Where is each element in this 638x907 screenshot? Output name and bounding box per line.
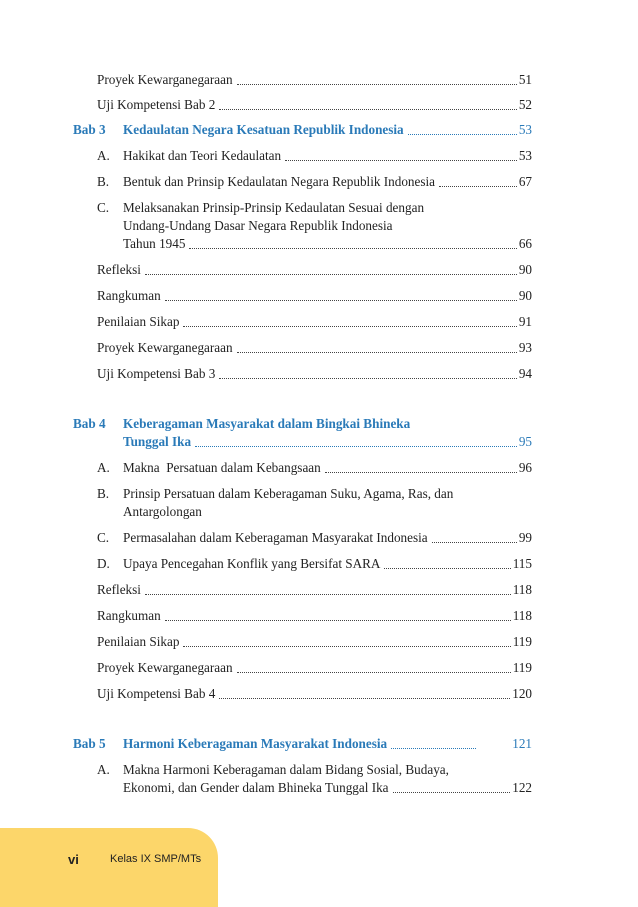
- toc-page-number: 53: [518, 148, 532, 163]
- toc-page-number: 118: [512, 582, 532, 597]
- toc-entry-b3a[interactable]: [123, 148, 532, 164]
- dot-leader: [393, 792, 511, 793]
- toc-entry-text: Uji Kompetensi Bab 4: [97, 686, 216, 701]
- toc-entry-rangkuman-bab3[interactable]: [97, 288, 532, 304]
- dot-leader: [145, 594, 511, 595]
- toc-entry-rangkuman-bab4[interactable]: [97, 608, 532, 624]
- toc-page-number: 91: [518, 314, 532, 329]
- toc-entry-text-line1[interactable]: Prinsip Persatuan dalam Keberagaman Suku, Agama, Ras, dan: [123, 486, 454, 501]
- toc-page-number: 67: [518, 174, 532, 189]
- toc-entry-text-line2: Undang-Undang Dasar Negara Republik Indonesia: [123, 218, 393, 233]
- toc-entry-penilaian-bab4[interactable]: [97, 634, 532, 650]
- footer-page-number: vi: [68, 852, 79, 867]
- chapter-page-number: 53: [518, 122, 532, 137]
- chapter-title: Harmoni Keberagaman Masyarakat Indonesia: [123, 736, 388, 751]
- chapter-page-number: 95: [518, 434, 532, 449]
- toc-entry-text: Refleksi: [97, 582, 141, 597]
- toc-page-number: 120: [512, 686, 532, 701]
- toc-page-number: 99: [518, 530, 532, 545]
- toc-entry-uji-bab3[interactable]: [97, 366, 532, 382]
- toc-page-number: 122: [512, 780, 532, 795]
- section-letter: B.: [97, 486, 110, 501]
- dot-leader: [237, 352, 517, 353]
- toc-entry-text: Permasalahan dalam Keberagaman Masyarakat Indonesia: [123, 530, 428, 545]
- dot-leader: [189, 248, 516, 249]
- chapter-entry-bab5[interactable]: [123, 736, 532, 752]
- toc-entry-text: Uji Kompetensi Bab 2: [97, 97, 216, 112]
- dot-leader: [408, 134, 517, 135]
- toc-entry-penilaian-bab3[interactable]: [97, 314, 532, 330]
- toc-entry-text: Penilaian Sikap: [97, 314, 180, 329]
- footer-book-title: Kelas IX SMP/MTs: [110, 853, 202, 865]
- toc-page-number: 66: [518, 236, 532, 251]
- toc-page-number: 94: [518, 366, 532, 381]
- toc-page-number: 93: [518, 340, 532, 355]
- section-letter: C.: [97, 200, 110, 215]
- dot-leader: [219, 378, 517, 379]
- dot-leader: [165, 300, 517, 301]
- toc-entry-proyek-bab3[interactable]: [97, 340, 532, 356]
- toc-entry-text: Uji Kompetensi Bab 3: [97, 366, 216, 381]
- toc-entry-text-line1: Makna Harmoni Keberagaman dalam Bidang Sosial, Budaya,: [123, 762, 449, 777]
- section-letter: A.: [97, 460, 110, 475]
- chapter-label-bab5: Bab 5: [73, 736, 106, 751]
- dot-leader: [145, 274, 517, 275]
- toc-page-number: 51: [518, 72, 532, 87]
- dot-leader: [165, 620, 511, 621]
- toc-page-number: 90: [518, 288, 532, 303]
- section-letter: A.: [97, 148, 110, 163]
- toc-entry-text-line1: Melaksanakan Prinsip-Prinsip Kedaulatan Sesuai dengan: [123, 200, 425, 215]
- section-letter: C.: [97, 530, 110, 545]
- toc-page-number: 119: [512, 634, 532, 649]
- chapter-label-bab3: Bab 3: [73, 122, 106, 137]
- toc-page-number: 119: [512, 660, 532, 675]
- toc-entry-proyek-bab2[interactable]: [97, 72, 532, 88]
- dot-leader: [237, 84, 517, 85]
- toc-entry-proyek-bab4[interactable]: [97, 660, 532, 676]
- dot-leader: [439, 186, 517, 187]
- toc-entry-text: Refleksi: [97, 262, 141, 277]
- toc-entry-text-line2[interactable]: Antargolongan: [123, 504, 202, 519]
- toc-page-number: 52: [518, 97, 532, 112]
- toc-page-number: 115: [512, 556, 532, 571]
- toc-entry-refleksi-bab4[interactable]: [97, 582, 532, 598]
- toc-entry-b4a[interactable]: [123, 460, 532, 476]
- toc-page-number: 90: [518, 262, 532, 277]
- toc-entry-b3c[interactable]: [123, 236, 532, 252]
- toc-entry-text: Proyek Kewarganegaraan: [97, 340, 233, 355]
- toc-page-number: 96: [518, 460, 532, 475]
- dot-leader: [195, 446, 517, 447]
- section-letter: B.: [97, 174, 110, 189]
- chapter-title: Kedaulatan Negara Kesatuan Republik Indonesia: [123, 122, 404, 137]
- toc-entry-text: Proyek Kewarganegaraan: [97, 660, 233, 675]
- chapter-entry-bab3[interactable]: [123, 122, 532, 138]
- chapter-title-line1: Keberagaman Masyarakat dalam Bingkai Bhineka: [123, 416, 411, 431]
- dot-leader: [391, 748, 476, 749]
- chapter-page-number: 121: [512, 736, 532, 751]
- toc-entry-text: Penilaian Sikap: [97, 634, 180, 649]
- dot-leader: [325, 472, 517, 473]
- toc-entry-refleksi-bab3[interactable]: [97, 262, 532, 278]
- toc-entry-b4d[interactable]: [123, 556, 532, 572]
- page-footer: [0, 828, 218, 907]
- toc-entry-text: Proyek Kewarganegaraan: [97, 72, 233, 87]
- toc-entry-b3b[interactable]: [123, 174, 532, 190]
- dot-leader: [219, 698, 510, 699]
- dot-leader: [183, 326, 516, 327]
- toc-entry-b4c[interactable]: [123, 530, 532, 546]
- toc-entry-text: Rangkuman: [97, 608, 161, 623]
- dot-leader: [237, 672, 511, 673]
- dot-leader: [183, 646, 510, 647]
- dot-leader: [432, 542, 517, 543]
- toc-entry-uji-bab2[interactable]: [97, 97, 532, 113]
- dot-leader: [219, 109, 517, 110]
- section-letter: A.: [97, 762, 110, 777]
- chapter-label-bab4: Bab 4: [73, 416, 106, 431]
- toc-entry-text: Hakikat dan Teori Kedaulatan: [123, 148, 282, 163]
- dot-leader: [384, 568, 510, 569]
- chapter-title: Tunggal Ika: [123, 434, 192, 449]
- toc-entry-text: Tahun 1945: [123, 236, 186, 251]
- dot-leader: [285, 160, 517, 161]
- toc-entry-b5a[interactable]: [123, 780, 532, 796]
- chapter-entry-bab4[interactable]: [123, 434, 532, 450]
- toc-page-number: 118: [512, 608, 532, 623]
- toc-entry-text: Makna Persatuan dalam Kebangsaan: [123, 460, 321, 475]
- toc-entry-text: Ekonomi, dan Gender dalam Bhineka Tunggal Ika: [123, 780, 389, 795]
- toc-entry-text: Upaya Pencegahan Konflik yang Bersifat SARA: [123, 556, 381, 571]
- toc-entry-uji-bab4[interactable]: [97, 686, 532, 702]
- section-letter: D.: [97, 556, 110, 571]
- toc-entry-text: Rangkuman: [97, 288, 161, 303]
- toc-entry-text: Bentuk dan Prinsip Kedaulatan Negara Republik Indonesia: [123, 174, 436, 189]
